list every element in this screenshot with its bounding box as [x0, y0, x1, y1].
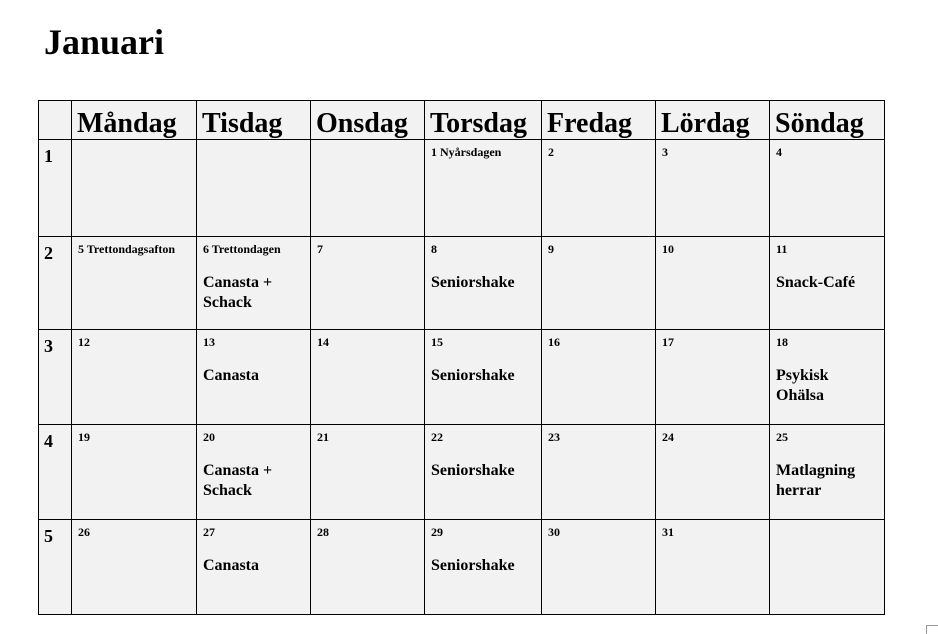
event-label: Seniorshake — [431, 274, 515, 292]
header-corner-cell — [39, 101, 72, 140]
week-row — [39, 140, 885, 237]
header-day-saturday — [656, 101, 770, 140]
day-label: 21 — [317, 430, 329, 444]
day-cell — [656, 520, 770, 615]
header-day-sunday — [770, 101, 885, 140]
day-label: 9 — [548, 242, 554, 256]
day-cell — [770, 330, 885, 425]
day-cell — [311, 425, 425, 520]
page-title: Januari — [44, 22, 165, 62]
event-label: Canasta + Schack — [203, 274, 273, 312]
day-label: 18 — [776, 335, 788, 349]
day-cell — [656, 425, 770, 520]
week-row — [39, 425, 885, 520]
day-cell — [197, 520, 311, 615]
header-day-label: Lördag — [661, 108, 750, 139]
day-label: 14 — [317, 335, 329, 349]
header-day-thursday — [425, 101, 542, 140]
day-cell — [770, 425, 885, 520]
day-cell — [656, 330, 770, 425]
day-label: 13 — [203, 335, 215, 349]
day-cell — [72, 330, 197, 425]
day-cell — [197, 425, 311, 520]
day-cell — [425, 330, 542, 425]
event-label: Seniorshake — [431, 462, 515, 480]
week-row — [39, 237, 885, 330]
day-cell — [656, 237, 770, 330]
day-cell — [197, 140, 311, 237]
event-label: Canasta — [203, 367, 260, 385]
header-day-label: Tisdag — [202, 108, 283, 139]
week-number: 2 — [39, 237, 72, 330]
day-label: 25 — [776, 430, 788, 444]
day-label: 6 Trettondagen — [203, 242, 281, 256]
day-cell — [656, 140, 770, 237]
header-day-label: Söndag — [775, 108, 864, 139]
event-label: Seniorshake — [431, 557, 515, 575]
event-label: Canasta + Schack — [203, 462, 273, 500]
event-label: Seniorshake — [431, 367, 515, 385]
header-row — [39, 101, 885, 140]
day-cell — [770, 520, 885, 615]
day-cell — [197, 330, 311, 425]
header-day-label: Onsdag — [316, 108, 408, 139]
week-row — [39, 520, 885, 615]
header-day-label: Måndag — [77, 108, 177, 139]
header-day-friday — [542, 101, 656, 140]
day-label: 26 — [78, 525, 90, 539]
day-cell — [425, 237, 542, 330]
day-cell — [542, 520, 656, 615]
day-label: 4 — [776, 145, 782, 159]
day-label: 16 — [548, 335, 560, 349]
day-cell — [542, 425, 656, 520]
day-cell — [770, 237, 885, 330]
day-cell — [311, 237, 425, 330]
event-label: Snack-Café — [776, 274, 856, 292]
day-label: 31 — [662, 525, 674, 539]
day-cell — [311, 140, 425, 237]
day-cell — [72, 237, 197, 330]
day-label: 27 — [203, 525, 215, 539]
day-label: 12 — [78, 335, 90, 349]
header-day-label: Fredag — [547, 108, 633, 139]
day-label: 23 — [548, 430, 560, 444]
day-label: 22 — [431, 430, 443, 444]
header-day-tuesday — [197, 101, 311, 140]
day-label: 30 — [548, 525, 560, 539]
day-cell — [425, 520, 542, 615]
day-label: 28 — [317, 525, 329, 539]
day-label: 3 — [662, 145, 668, 159]
week-number: 5 — [39, 520, 72, 615]
week-number: 1 — [39, 140, 72, 237]
day-cell — [311, 330, 425, 425]
day-cell — [72, 520, 197, 615]
day-label: 10 — [662, 242, 674, 256]
day-cell — [542, 237, 656, 330]
day-cell — [72, 425, 197, 520]
day-label: 20 — [203, 430, 215, 444]
day-label: 2 — [548, 145, 554, 159]
day-label: 11 — [776, 242, 788, 256]
header-day-monday — [72, 101, 197, 140]
header-day-wednesday — [311, 101, 425, 140]
day-cell — [770, 140, 885, 237]
day-cell — [72, 140, 197, 237]
calendar-table — [38, 100, 885, 615]
day-label: 1 Nyårsdagen — [431, 145, 502, 159]
day-label: 17 — [662, 335, 674, 349]
day-cell — [425, 140, 542, 237]
day-cell — [542, 330, 656, 425]
day-label: 24 — [662, 430, 674, 444]
week-number: 3 — [39, 330, 72, 425]
event-label: Matlagning herrar — [776, 462, 856, 500]
day-label: 7 — [317, 242, 323, 256]
day-label: 5 Trettondagsafton — [78, 242, 176, 256]
event-label: Psykisk Ohälsa — [776, 367, 829, 405]
day-cell — [542, 140, 656, 237]
week-number: 4 — [39, 425, 72, 520]
day-cell — [197, 237, 311, 330]
day-label: 19 — [78, 430, 90, 444]
day-label: 15 — [431, 335, 443, 349]
header-day-label: Torsdag — [430, 108, 528, 139]
day-cell — [425, 425, 542, 520]
week-row — [39, 330, 885, 425]
day-label: 29 — [431, 525, 443, 539]
event-label: Canasta — [203, 557, 260, 575]
day-cell — [311, 520, 425, 615]
day-label: 8 — [431, 242, 437, 256]
